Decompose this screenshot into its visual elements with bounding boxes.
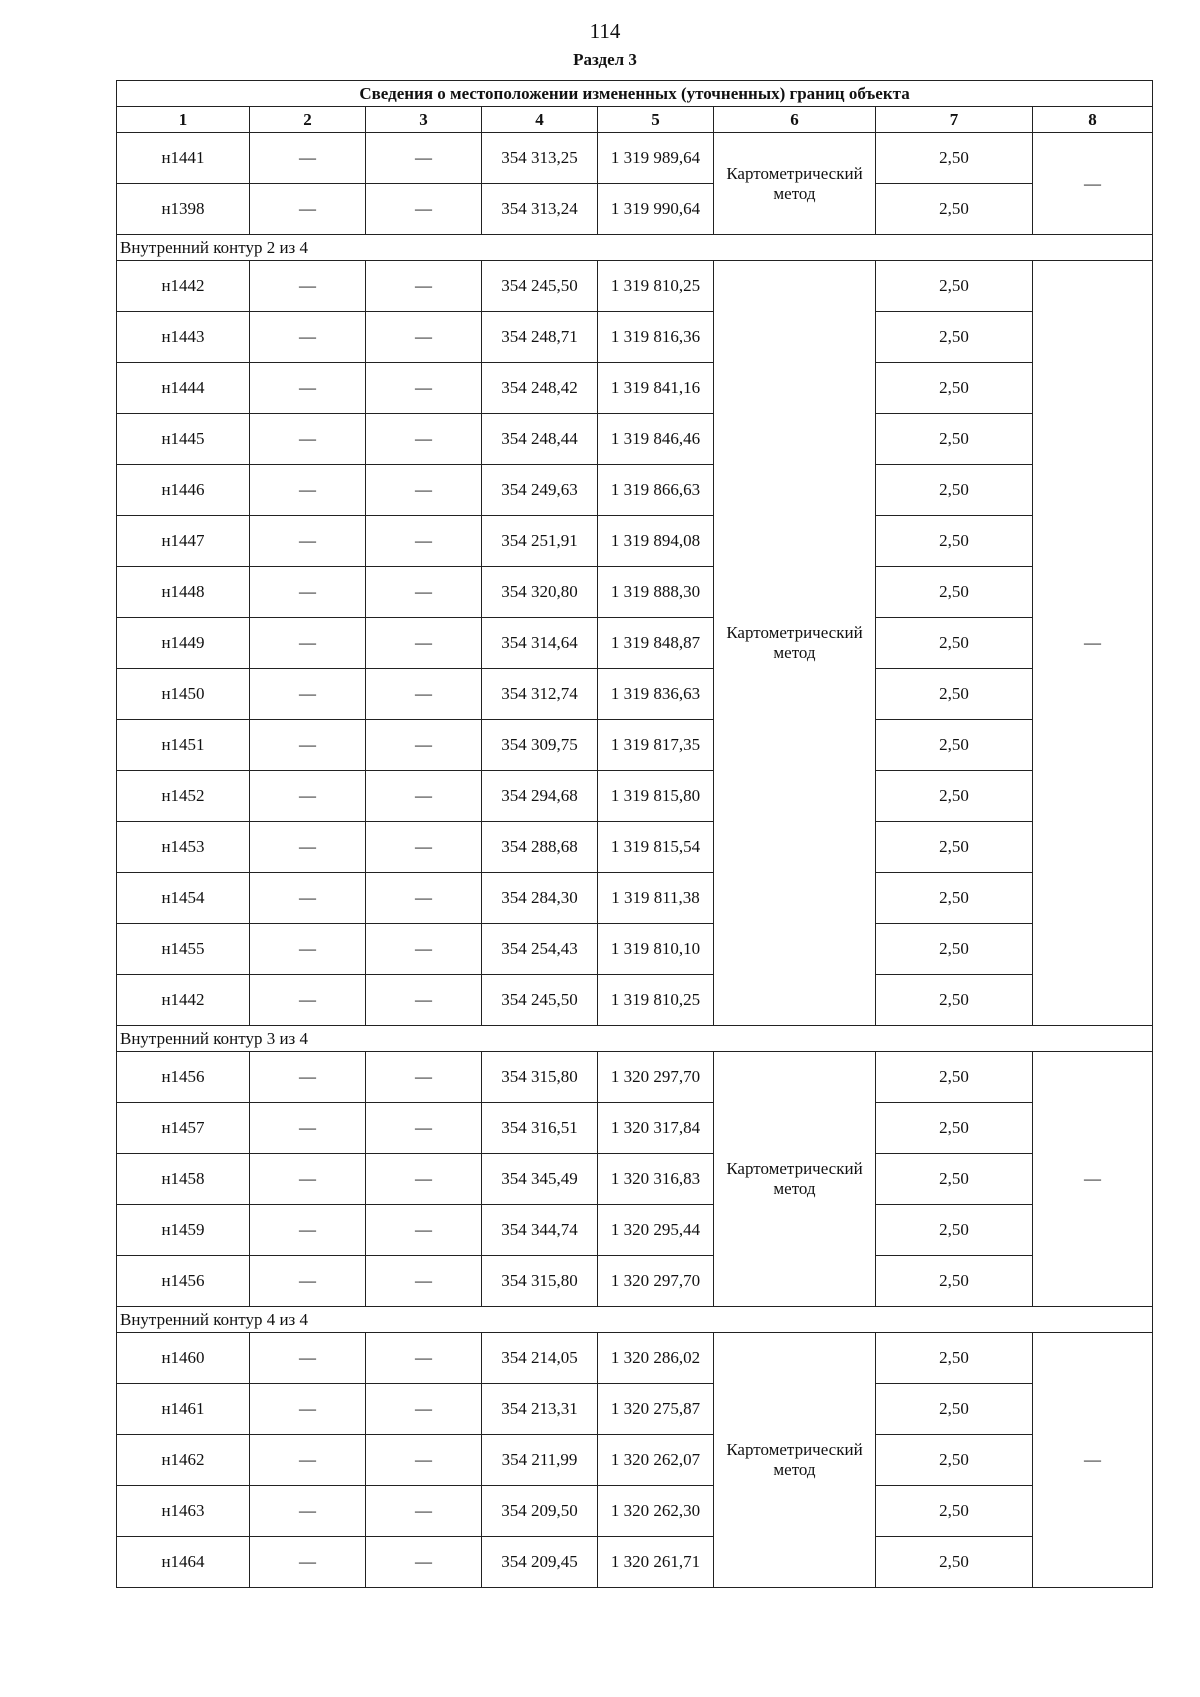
col3-dash: —: [366, 184, 482, 235]
coord-x: 354 254,43: [482, 924, 598, 975]
table-row: [117, 1486, 1153, 1537]
coord-x: 354 309,75: [482, 720, 598, 771]
col3-dash: —: [366, 1205, 482, 1256]
col3-dash: —: [366, 465, 482, 516]
point-id: н1446: [117, 465, 250, 516]
table-row: [117, 873, 1153, 924]
coord-x: 354 209,50: [482, 1486, 598, 1537]
col2-dash: —: [250, 669, 366, 720]
col2-dash: —: [250, 771, 366, 822]
coord-y: 1 319 848,87: [598, 618, 714, 669]
point-id: н1461: [117, 1384, 250, 1435]
table-row: [117, 363, 1153, 414]
contour-label: Внутренний контур 4 из 4: [117, 1307, 1153, 1333]
col3-dash: —: [366, 771, 482, 822]
coord-x: 354 314,64: [482, 618, 598, 669]
method-cell: Картометрический метод: [714, 133, 876, 235]
table-title-row: [117, 81, 1153, 107]
col3-dash: —: [366, 261, 482, 312]
coord-x: 354 245,50: [482, 261, 598, 312]
coord-y: 1 319 846,46: [598, 414, 714, 465]
col8-dash: —: [1033, 1052, 1153, 1307]
precision: 2,50: [876, 133, 1033, 184]
precision: 2,50: [876, 312, 1033, 363]
precision: 2,50: [876, 669, 1033, 720]
point-id: н1464: [117, 1537, 250, 1588]
coord-y: 1 319 810,25: [598, 261, 714, 312]
table-row: [117, 669, 1153, 720]
point-id: н1463: [117, 1486, 250, 1537]
boundary-coordinates-table: [116, 80, 1153, 1588]
precision: 2,50: [876, 184, 1033, 235]
contour-label: Внутренний контур 3 из 4: [117, 1026, 1153, 1052]
table-row: [117, 1384, 1153, 1435]
column-header: 8: [1033, 107, 1153, 133]
coord-y: 1 319 816,36: [598, 312, 714, 363]
col3-dash: —: [366, 133, 482, 184]
coord-y: 1 320 295,44: [598, 1205, 714, 1256]
coord-x: 354 284,30: [482, 873, 598, 924]
point-id: н1451: [117, 720, 250, 771]
table-row: [117, 1537, 1153, 1588]
contour-label: Внутренний контур 2 из 4: [117, 235, 1153, 261]
coord-x: 354 320,80: [482, 567, 598, 618]
point-id: н1443: [117, 312, 250, 363]
coord-y: 1 319 815,54: [598, 822, 714, 873]
coord-x: 354 211,99: [482, 1435, 598, 1486]
col8-dash: —: [1033, 1333, 1153, 1588]
col3-dash: —: [366, 822, 482, 873]
contour-row: [117, 1026, 1153, 1052]
coord-x: 354 248,71: [482, 312, 598, 363]
coord-y: 1 320 275,87: [598, 1384, 714, 1435]
col2-dash: —: [250, 618, 366, 669]
precision: 2,50: [876, 567, 1033, 618]
precision: 2,50: [876, 1052, 1033, 1103]
col2-dash: —: [250, 261, 366, 312]
precision: 2,50: [876, 1486, 1033, 1537]
precision: 2,50: [876, 975, 1033, 1026]
method-cell: Картометрический метод: [714, 261, 876, 1026]
point-id: н1398: [117, 184, 250, 235]
precision: 2,50: [876, 1256, 1033, 1307]
col3-dash: —: [366, 1435, 482, 1486]
coord-x: 354 313,24: [482, 184, 598, 235]
coord-x: 354 315,80: [482, 1256, 598, 1307]
coord-y: 1 320 286,02: [598, 1333, 714, 1384]
coord-y: 1 320 262,30: [598, 1486, 714, 1537]
coord-y: 1 319 811,38: [598, 873, 714, 924]
coord-y: 1 319 894,08: [598, 516, 714, 567]
table-row: [117, 1333, 1153, 1384]
column-header: 5: [598, 107, 714, 133]
precision: 2,50: [876, 924, 1033, 975]
col3-dash: —: [366, 1486, 482, 1537]
point-id: н1447: [117, 516, 250, 567]
col2-dash: —: [250, 363, 366, 414]
precision: 2,50: [876, 1103, 1033, 1154]
coord-x: 354 294,68: [482, 771, 598, 822]
table-row: [117, 720, 1153, 771]
col3-dash: —: [366, 1052, 482, 1103]
col3-dash: —: [366, 1333, 482, 1384]
col2-dash: —: [250, 1537, 366, 1588]
precision: 2,50: [876, 1205, 1033, 1256]
precision: 2,50: [876, 873, 1033, 924]
column-header: 2: [250, 107, 366, 133]
col3-dash: —: [366, 312, 482, 363]
coord-y: 1 319 836,63: [598, 669, 714, 720]
coord-x: 354 313,25: [482, 133, 598, 184]
col3-dash: —: [366, 1256, 482, 1307]
section-title: Раздел 3: [573, 50, 637, 69]
point-id: н1445: [117, 414, 250, 465]
column-header: 6: [714, 107, 876, 133]
precision: 2,50: [876, 465, 1033, 516]
coord-y: 1 319 815,80: [598, 771, 714, 822]
coord-y: 1 320 297,70: [598, 1052, 714, 1103]
point-id: н1441: [117, 133, 250, 184]
col2-dash: —: [250, 975, 366, 1026]
coord-x: 354 315,80: [482, 1052, 598, 1103]
column-header: 3: [366, 107, 482, 133]
col8-dash: —: [1033, 261, 1153, 1026]
col3-dash: —: [366, 873, 482, 924]
coord-y: 1 320 262,07: [598, 1435, 714, 1486]
table-row: [117, 1256, 1153, 1307]
table-row: [117, 1205, 1153, 1256]
col2-dash: —: [250, 1103, 366, 1154]
coord-y: 1 319 989,64: [598, 133, 714, 184]
coord-y: 1 319 841,16: [598, 363, 714, 414]
column-header: 1: [117, 107, 250, 133]
table-header-row: [117, 107, 1153, 133]
precision: 2,50: [876, 1384, 1033, 1435]
precision: 2,50: [876, 363, 1033, 414]
table-row: [117, 133, 1153, 184]
page-number: 114: [589, 19, 621, 43]
col3-dash: —: [366, 363, 482, 414]
contour-row: [117, 1307, 1153, 1333]
coord-x: 354 345,49: [482, 1154, 598, 1205]
col3-dash: —: [366, 720, 482, 771]
col3-dash: —: [366, 924, 482, 975]
point-id: н1456: [117, 1052, 250, 1103]
contour-row: [117, 235, 1153, 261]
point-id: н1444: [117, 363, 250, 414]
point-id: н1442: [117, 975, 250, 1026]
coord-y: 1 319 817,35: [598, 720, 714, 771]
col2-dash: —: [250, 1154, 366, 1205]
col2-dash: —: [250, 516, 366, 567]
table-title: Сведения о местоположении измененных (уточненных) границ объекта: [117, 81, 1153, 107]
coord-y: 1 320 261,71: [598, 1537, 714, 1588]
coord-x: 354 214,05: [482, 1333, 598, 1384]
table-row: [117, 975, 1153, 1026]
point-id: н1453: [117, 822, 250, 873]
coord-x: 354 312,74: [482, 669, 598, 720]
col3-dash: —: [366, 1384, 482, 1435]
table-row: [117, 465, 1153, 516]
col2-dash: —: [250, 822, 366, 873]
col2-dash: —: [250, 1384, 366, 1435]
table-row: [117, 516, 1153, 567]
col3-dash: —: [366, 669, 482, 720]
col2-dash: —: [250, 414, 366, 465]
table-row: [117, 1103, 1153, 1154]
col2-dash: —: [250, 873, 366, 924]
col3-dash: —: [366, 975, 482, 1026]
coord-x: 354 288,68: [482, 822, 598, 873]
col3-dash: —: [366, 516, 482, 567]
coord-x: 354 248,44: [482, 414, 598, 465]
col2-dash: —: [250, 1486, 366, 1537]
precision: 2,50: [876, 414, 1033, 465]
col3-dash: —: [366, 618, 482, 669]
coord-y: 1 320 316,83: [598, 1154, 714, 1205]
col2-dash: —: [250, 1052, 366, 1103]
table-row: [117, 822, 1153, 873]
method-cell: Картометрический метод: [714, 1052, 876, 1307]
coord-y: 1 319 866,63: [598, 465, 714, 516]
precision: 2,50: [876, 516, 1033, 567]
precision: 2,50: [876, 1435, 1033, 1486]
col2-dash: —: [250, 465, 366, 516]
coord-x: 354 344,74: [482, 1205, 598, 1256]
table-row: [117, 414, 1153, 465]
point-id: н1460: [117, 1333, 250, 1384]
column-header: 7: [876, 107, 1033, 133]
point-id: н1450: [117, 669, 250, 720]
table-row: [117, 1154, 1153, 1205]
col2-dash: —: [250, 1256, 366, 1307]
point-id: н1456: [117, 1256, 250, 1307]
table-row: [117, 184, 1153, 235]
col3-dash: —: [366, 1103, 482, 1154]
point-id: н1455: [117, 924, 250, 975]
col2-dash: —: [250, 924, 366, 975]
precision: 2,50: [876, 1537, 1033, 1588]
precision: 2,50: [876, 720, 1033, 771]
point-id: н1462: [117, 1435, 250, 1486]
point-id: н1452: [117, 771, 250, 822]
method-cell: Картометрический метод: [714, 1333, 876, 1588]
col2-dash: —: [250, 312, 366, 363]
table-row: [117, 924, 1153, 975]
coord-x: 354 251,91: [482, 516, 598, 567]
coord-y: 1 320 317,84: [598, 1103, 714, 1154]
coord-x: 354 316,51: [482, 1103, 598, 1154]
coord-x: 354 249,63: [482, 465, 598, 516]
precision: 2,50: [876, 261, 1033, 312]
table-row: [117, 1435, 1153, 1486]
table-row: [117, 567, 1153, 618]
precision: 2,50: [876, 1333, 1033, 1384]
precision: 2,50: [876, 771, 1033, 822]
point-id: н1459: [117, 1205, 250, 1256]
precision: 2,50: [876, 618, 1033, 669]
coord-y: 1 320 297,70: [598, 1256, 714, 1307]
table-row: [117, 618, 1153, 669]
table-row: [117, 771, 1153, 822]
point-id: н1457: [117, 1103, 250, 1154]
coord-y: 1 319 990,64: [598, 184, 714, 235]
col3-dash: —: [366, 1537, 482, 1588]
coord-x: 354 248,42: [482, 363, 598, 414]
point-id: н1454: [117, 873, 250, 924]
col3-dash: —: [366, 1154, 482, 1205]
table-row: [117, 312, 1153, 363]
coord-x: 354 209,45: [482, 1537, 598, 1588]
precision: 2,50: [876, 1154, 1033, 1205]
col2-dash: —: [250, 184, 366, 235]
coord-y: 1 319 810,10: [598, 924, 714, 975]
col3-dash: —: [366, 567, 482, 618]
precision: 2,50: [876, 822, 1033, 873]
col8-dash: —: [1033, 133, 1153, 235]
col2-dash: —: [250, 1333, 366, 1384]
point-id: н1442: [117, 261, 250, 312]
col3-dash: —: [366, 414, 482, 465]
col2-dash: —: [250, 567, 366, 618]
point-id: н1448: [117, 567, 250, 618]
table-row: [117, 1052, 1153, 1103]
col2-dash: —: [250, 720, 366, 771]
column-header: 4: [482, 107, 598, 133]
point-id: н1458: [117, 1154, 250, 1205]
coord-y: 1 319 810,25: [598, 975, 714, 1026]
col2-dash: —: [250, 1435, 366, 1486]
coord-y: 1 319 888,30: [598, 567, 714, 618]
coord-x: 354 213,31: [482, 1384, 598, 1435]
coord-x: 354 245,50: [482, 975, 598, 1026]
col2-dash: —: [250, 133, 366, 184]
col2-dash: —: [250, 1205, 366, 1256]
point-id: н1449: [117, 618, 250, 669]
table-row: [117, 261, 1153, 312]
